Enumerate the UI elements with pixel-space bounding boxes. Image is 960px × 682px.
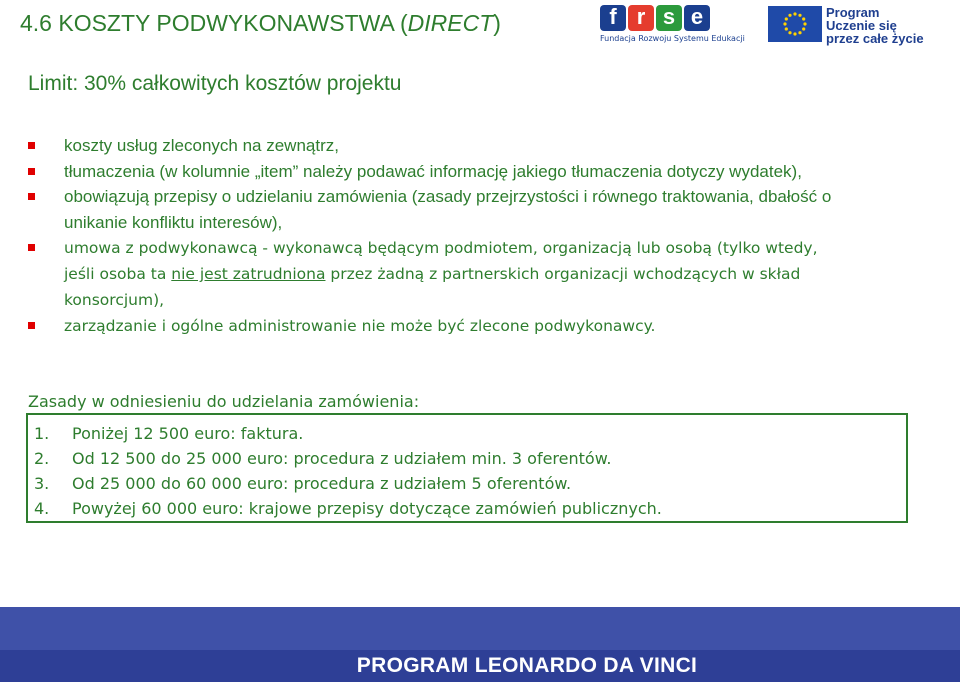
rules-item: 3. Od 25 000 do 60 000 euro: procedura z udziałem 5 oferentów. [34, 474, 572, 493]
frse-letter: r [628, 5, 654, 31]
rules-item: 4. Powyżej 60 000 euro: krajowe przepisy dotyczące zamówień publicznych. [34, 499, 662, 518]
eu-flag-icon [768, 6, 822, 42]
program-logo [768, 6, 928, 46]
rules-heading: Zasady w odniesieniu do udzielania zamówienia: [28, 392, 420, 411]
program-line-1: Program [826, 5, 880, 20]
bullet-square-icon [28, 142, 35, 149]
footer-band [0, 607, 960, 650]
slide-title: 4.6 KOSZTY PODWYKONAWSTWA (DIRECT) [20, 10, 501, 36]
program-line-3: przez całe życie [826, 31, 924, 46]
bullet-square-icon [28, 193, 35, 200]
frse-caption: Fundacja Rozwoju Systemu Edukacji [600, 34, 745, 43]
bullet-item: tłumaczenia (w kolumnie „item” należy podawać informację jakiego tłumaczenia dotyczy wydatek), [28, 159, 928, 185]
bullet-item: umowa z podwykonawcą - wykonawcą będącym podmiotem, organizacją lub osobą (tylko wtedy, jeśli osoba ta nie jest zatrudniona przez żadną z partnerskich organizacji wchodzących w skład konsorcjum), [28, 235, 928, 313]
frse-logo [600, 4, 745, 47]
program-line-2: Uczenie się [826, 18, 897, 33]
frse-letter: e [684, 5, 710, 31]
bullet-item: obowiązują przepisy o udzielaniu zamówienia (zasady przejrzystości i równego traktowania, dbałość o unikanie konfliktu interesów), [28, 184, 928, 235]
frse-letter: f [600, 5, 626, 31]
underlined-phrase: nie jest zatrudniona [171, 265, 326, 283]
footer-title: PROGRAM LEONARDO DA VINCI [356, 654, 698, 677]
bullet-item: koszty usług zleconych na zewnątrz, [28, 133, 928, 159]
bullet-square-icon [28, 244, 35, 251]
rules-list [34, 421, 894, 521]
bullet-list [28, 133, 928, 339]
limit-heading: Limit: 30% całkowitych kosztów projektu [28, 72, 402, 95]
frse-letter: s [656, 5, 682, 31]
bullet-square-icon [28, 322, 35, 329]
bullet-item: zarządzanie i ogólne administrowanie nie może być zlecone podwykonawcy. [28, 313, 928, 339]
rules-item: 2. Od 12 500 do 25 000 euro: procedura z udziałem min. 3 oferentów. [34, 449, 612, 468]
rules-item: 1. Poniżej 12 500 euro: faktura. [34, 424, 304, 443]
bullet-square-icon [28, 168, 35, 175]
